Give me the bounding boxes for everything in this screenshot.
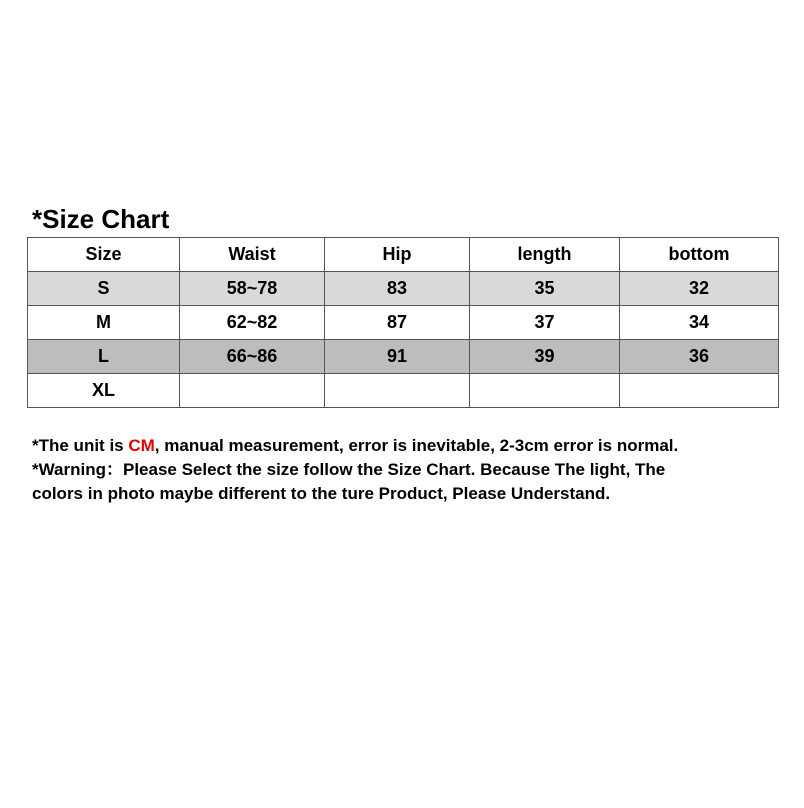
table-cell — [325, 374, 470, 408]
header-cell-waist: Waist — [180, 238, 325, 272]
table-cell — [180, 374, 325, 408]
table-row — [28, 374, 779, 408]
unit-note-suffix: , manual measurement, error is inevitable, 2-3cm error is normal. — [154, 436, 679, 455]
table-cell: 39 — [470, 340, 620, 374]
table-cell: 87 — [325, 306, 470, 340]
table-cell: 35 — [470, 272, 620, 306]
table-cell: 58~78 — [180, 272, 325, 306]
unit-note-prefix: *The unit is — [32, 436, 129, 455]
header-cell-length: length — [470, 238, 620, 272]
table-cell: 62~82 — [180, 306, 325, 340]
table-cell: 32 — [620, 272, 779, 306]
notes-block — [32, 434, 792, 506]
table-header-row — [28, 238, 779, 272]
table-row — [28, 340, 779, 374]
table-cell: 34 — [620, 306, 779, 340]
page-title: *Size Chart — [32, 204, 170, 234]
table-cell — [470, 374, 620, 408]
unit-note — [32, 434, 792, 458]
table-cell: 66~86 — [180, 340, 325, 374]
header-cell-bottom: bottom — [620, 238, 779, 272]
warning-note-line1: *Warning：Please Select the size follow the Size Chart. Because The light, The — [32, 460, 666, 479]
table-row — [28, 272, 779, 306]
table-cell: 36 — [620, 340, 779, 374]
table-cell: 91 — [325, 340, 470, 374]
table-cell: S — [28, 272, 180, 306]
table-row — [28, 306, 779, 340]
header-cell-hip: Hip — [325, 238, 470, 272]
warning-note-line2: colors in photo maybe different to the ture Product, Please Understand. — [32, 484, 611, 503]
table-cell: L — [28, 340, 180, 374]
table-cell: 37 — [470, 306, 620, 340]
unit-value: CM — [128, 436, 155, 455]
table-cell: 83 — [325, 272, 470, 306]
table-cell: XL — [28, 374, 180, 408]
table-cell: M — [28, 306, 180, 340]
header-cell-size: Size — [28, 238, 180, 272]
table-cell — [620, 374, 779, 408]
size-table — [27, 237, 779, 408]
